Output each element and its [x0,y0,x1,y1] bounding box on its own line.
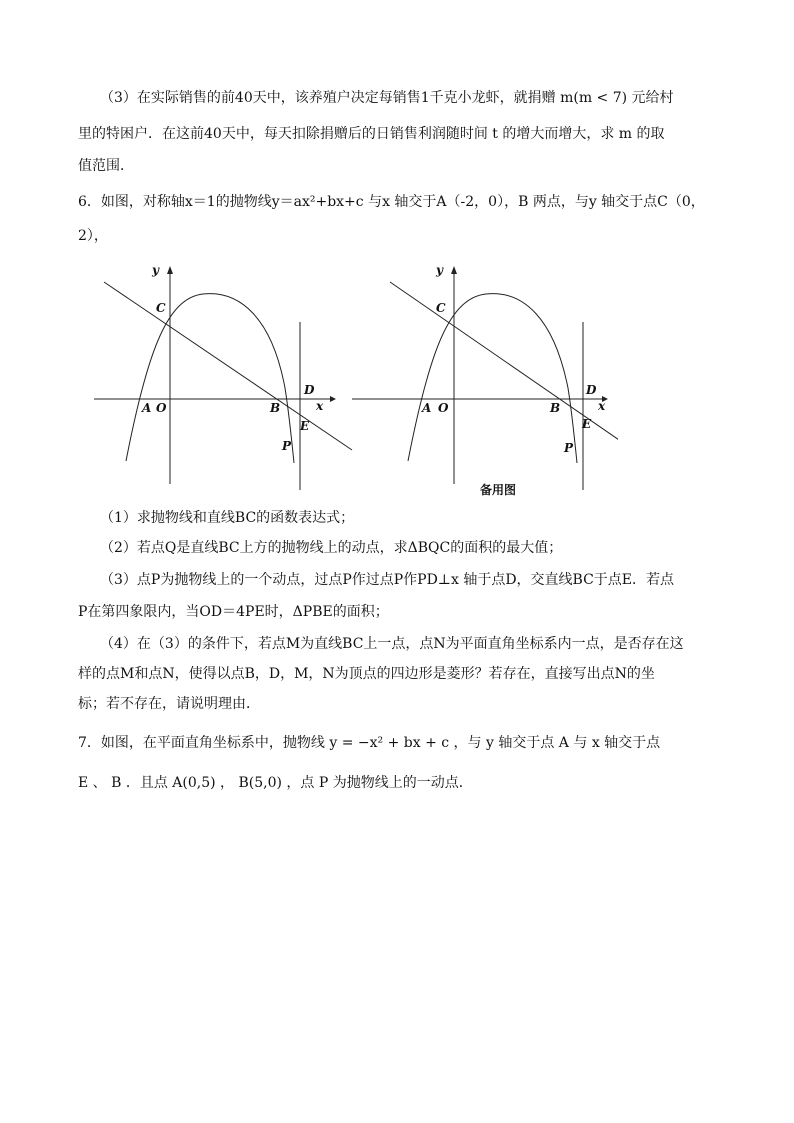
label-p: P [564,441,574,455]
line-bc [104,282,352,450]
label-x: x [598,399,606,413]
figure-main [90,258,360,490]
label-b: B [550,401,561,415]
p6-q2: （2）若点Q是直线BC上方的抛物线上的动点，求ΔBQC的面积的最大值； [100,540,563,556]
p6-q1: （1）求抛物线和直线BC的函数表达式； [100,510,355,526]
label-y: y [152,263,159,277]
label-e: E [300,419,310,433]
p6-q4-line2: 样的点M和点N，使得以点B，D，M，N为顶点的四边形是菱形？若存在，直接写出点N的坐 [78,666,655,682]
label-c: C [436,301,446,315]
y-axis-arrow [167,266,173,274]
label-c: C [156,301,166,315]
p6-q4-line3: 标；若不存在，请说明理由． [78,696,260,712]
x-axis-arrow [330,396,336,402]
label-y: y [436,263,443,277]
p5-part3-line2: 里的特困户．在这前40天中，每天扣除捐赠后的日销售利润随时间 t 的增大而增大，求 m 的取 [78,126,665,142]
p7-line2: E 、 B ．且点 A(0,5) ， B(5,0) ，点 P 为抛物线上的一动点． [78,775,473,791]
label-o: O [156,401,167,415]
p5-part3-line1: （3）在实际销售的前40天中，该养殖户决定每销售1千克小龙虾，就捐赠 m(m < 7) 元给村 [100,90,674,106]
p6-intro-line1: 6．如图，对称轴x＝1的抛物线y＝ax²+bx+c 与x 轴交于A（-2，0），B 两点，与y 轴交于点C（0， [78,194,705,210]
figure-backup [348,258,618,490]
label-a: A [422,401,432,415]
label-e: E [582,417,592,431]
p6-q3-line2: P在第四象限内，当OD＝4PE时，ΔPBE的面积； [78,604,389,620]
parabola [126,294,294,463]
label-b: B [270,401,281,415]
p7-line1: 7．如图，在平面直角坐标系中，抛物线 y = −x² + bx + c ，与 y 轴交于点 A 与 x 轴交于点 [78,735,661,751]
parabola [408,294,577,463]
p6-intro-line2: 2）， [78,228,108,244]
y-axis-arrow [451,266,457,274]
label-d: D [304,383,315,397]
figure-caption: 备用图 [480,483,517,497]
p6-q4-line1: （4）在（3）的条件下，若点M为直线BC上一点，点N为平面直角坐标系内一点，是否存在这 [100,636,684,652]
p6-q3-line1: （3）点P为抛物线上的一个动点，过点P作过点P作PD⊥x 轴于点D，交直线BC于点E．若点 [100,572,675,588]
p5-part3-line3: 值范围． [78,158,134,174]
label-x: x [316,399,324,413]
label-a: A [142,401,152,415]
label-o: O [438,401,449,415]
label-d: D [586,383,597,397]
label-p: P [282,439,292,453]
